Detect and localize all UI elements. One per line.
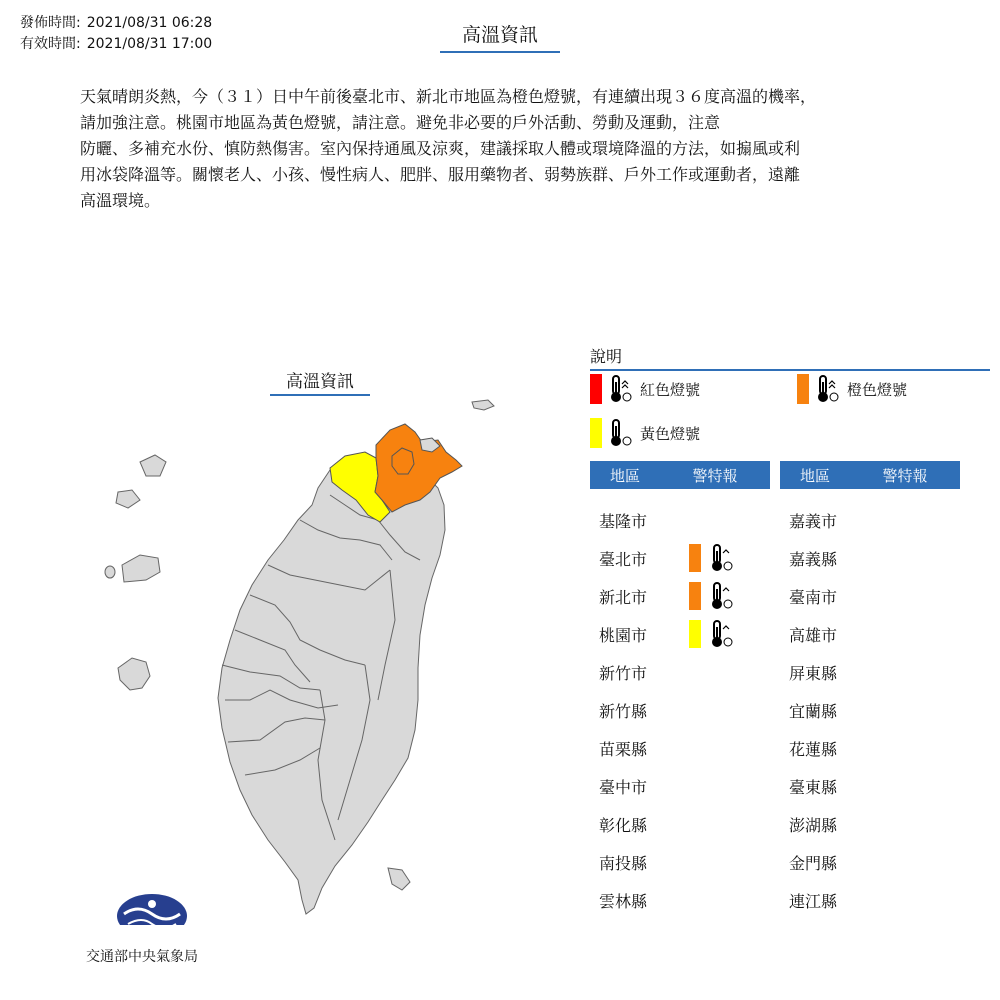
table-row	[789, 577, 879, 615]
table-row	[599, 767, 735, 805]
county-name: 臺南市	[789, 587, 838, 607]
county-list-right	[789, 501, 879, 919]
table-row	[789, 653, 879, 691]
description-line: 高溫環境。	[80, 191, 161, 210]
table-row	[789, 691, 879, 729]
county-name: 澎湖縣	[789, 815, 838, 835]
table-row	[599, 843, 735, 881]
county-name: 臺中市	[599, 777, 648, 797]
county-name: 臺北市	[599, 549, 648, 569]
table-row	[789, 881, 879, 919]
legend-title: 說明	[590, 344, 990, 371]
issue-time-line	[20, 14, 212, 32]
warning-mark	[689, 581, 735, 611]
table-row	[789, 539, 879, 577]
map-region-new-taipei	[375, 424, 462, 512]
col-area-header: 地區	[609, 466, 640, 485]
col-warning-header: 警特報	[882, 466, 928, 485]
table-row	[789, 615, 879, 653]
county-name: 屏東縣	[789, 663, 838, 683]
valid-time-line	[20, 35, 212, 53]
orange-swatch	[797, 374, 809, 404]
table-row	[599, 615, 735, 653]
thermometer-icon	[815, 374, 839, 404]
taiwan-main-island	[218, 470, 445, 914]
warning-level-bar	[689, 544, 701, 572]
county-name: 南投縣	[599, 853, 648, 873]
description-line: 用冰袋降溫等。關懷老人、小孩、慢性病人、肥胖、服用藥物者、弱勢族群、戶外工作或運動者，遠離	[80, 165, 801, 184]
table-row	[789, 767, 879, 805]
table-row	[599, 539, 735, 577]
warning-level-bar	[689, 582, 701, 610]
legend-label: 黃色燈號	[640, 424, 701, 443]
legend-label: 橙色燈號	[847, 380, 908, 399]
thermometer-icon	[707, 543, 735, 573]
table-header-left	[590, 461, 770, 489]
table-row	[789, 729, 879, 767]
county-name: 連江縣	[789, 891, 838, 911]
thermometer-icon	[608, 418, 632, 448]
pengjia-islet	[472, 400, 494, 410]
thermometer-icon	[608, 374, 632, 404]
county-name: 苗栗縣	[599, 739, 648, 759]
county-name: 桃園市	[599, 625, 648, 645]
penghu-island	[140, 455, 166, 476]
description-line: 防曬、多補充水份、慎防熱傷害。室內保持通風及涼爽，建議採取人體或環境降溫的方法，如搧風或利	[80, 139, 801, 158]
county-name: 新竹市	[599, 663, 648, 683]
table-row	[599, 805, 735, 843]
agency-name: 交通部中央氣象局	[86, 949, 198, 965]
warning-mark	[689, 619, 735, 649]
county-name: 臺東縣	[789, 777, 838, 797]
valid-time-label: 有效時間:	[20, 36, 81, 52]
table-row	[599, 729, 735, 767]
table-row	[599, 653, 735, 691]
legend-item-red	[590, 373, 700, 405]
county-name: 彰化縣	[599, 815, 648, 835]
orchid-island	[388, 868, 410, 890]
legend-item-orange	[797, 373, 907, 405]
county-name: 金門縣	[789, 853, 838, 873]
outlying-island	[118, 658, 150, 690]
county-name: 新北市	[599, 587, 648, 607]
taiwan-map	[95, 385, 515, 925]
warning-description	[80, 84, 920, 214]
warning-level-bar	[689, 620, 701, 648]
warning-mark	[689, 543, 735, 573]
table-row	[599, 691, 735, 729]
description-line: 天氣晴朗炎熱，今（３１）日中午前後臺北市、新北市地區為橙色燈號，有連續出現３６度高溫的機率，	[80, 87, 817, 106]
page-title: 高溫資訊	[440, 20, 560, 53]
issue-time-value: 2021/08/31 06:28	[86, 15, 213, 31]
legend-label: 紅色燈號	[640, 380, 701, 399]
map-title: 高溫資訊	[270, 367, 370, 396]
red-swatch	[590, 374, 602, 404]
county-name: 高雄市	[789, 625, 838, 645]
yellow-swatch	[590, 418, 602, 448]
county-name: 雲林縣	[599, 891, 648, 911]
description-line: 請加強注意。桃園市地區為黃色燈號，請注意。避免非必要的戶外活動、勞動及運動，注意	[80, 113, 721, 132]
cwb-logo-icon	[117, 894, 187, 925]
county-list-left	[599, 501, 735, 919]
table-row	[599, 501, 735, 539]
county-name: 宜蘭縣	[789, 701, 838, 721]
valid-time-value: 2021/08/31 17:00	[86, 36, 213, 52]
county-name: 基隆市	[599, 511, 648, 531]
col-warning-header: 警特報	[692, 466, 738, 485]
legend-item-yellow	[590, 417, 700, 449]
table-row	[789, 805, 879, 843]
county-name: 新竹縣	[599, 701, 648, 721]
penghu-island	[105, 566, 115, 578]
table-row	[789, 843, 879, 881]
issue-time-label: 發佈時間:	[20, 15, 81, 31]
col-area-header: 地區	[799, 466, 830, 485]
thermometer-icon	[707, 619, 735, 649]
table-row	[789, 501, 879, 539]
county-name: 花蓮縣	[789, 739, 838, 759]
table-row	[599, 881, 735, 919]
county-name: 嘉義縣	[789, 549, 838, 569]
thermometer-icon	[707, 581, 735, 611]
county-name: 嘉義市	[789, 511, 838, 531]
table-header-right	[780, 461, 960, 489]
penghu-island	[122, 555, 160, 582]
penghu-island	[116, 490, 140, 508]
table-row	[599, 577, 735, 615]
